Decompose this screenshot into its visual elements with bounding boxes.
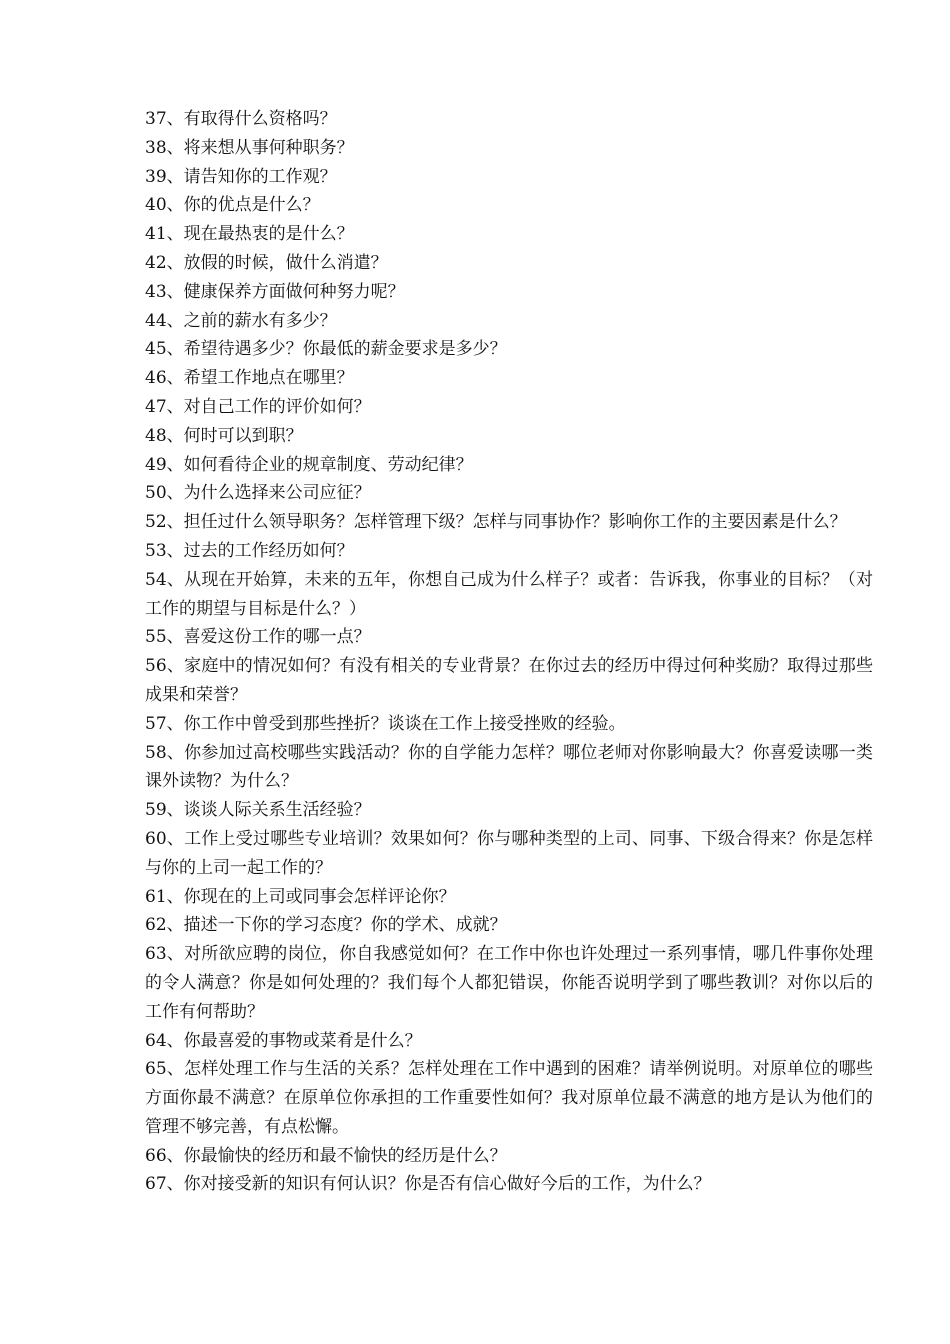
question-44: 44、之前的薪水有多少？ [145, 310, 337, 331]
question-55: 55、喜爱这份工作的哪一点？ [145, 627, 371, 648]
question-53: 53、过去的工作经历如何？ [145, 540, 354, 561]
question-56: 56、家庭中的情况如何？有没有相关的专业背景？在你过去的经历中得过何种奖励？取得过那些成果和荣誉？ [145, 656, 873, 705]
question-52: 52、担任过什么领导职务？怎样管理下级？怎样与同事协作？影响你工作的主要因素是什么？ [145, 512, 847, 533]
question-40: 40、你的优点是什么？ [145, 195, 320, 216]
question-54: 54、从现在开始算，未来的五年，你想自己成为什么样子？或者：告诉我，你事业的目标？（对工作的期望与目标是什么？） [145, 569, 873, 619]
question-66: 66、你最愉快的经历和最不愉快的经历是什么？ [145, 1145, 507, 1166]
question-61: 61、你现在的上司或同事会怎样评论你？ [145, 886, 456, 907]
question-49: 49、如何看待企业的规章制度、劳动纪律？ [145, 454, 473, 475]
question-57: 57、你工作中曾受到那些挫折？谈谈在工作上接受挫败的经验。 [145, 713, 626, 734]
question-42: 42、放假的时候，做什么消遣？ [145, 252, 388, 273]
question-62: 62、描述一下你的学习态度？你的学术、成就？ [145, 915, 507, 936]
question-46: 46、希望工作地点在哪里？ [145, 368, 354, 389]
question-45: 45、希望待遇多少？你最低的薪金要求是多少？ [145, 339, 507, 360]
question-list [145, 105, 873, 1199]
question-38: 38、将来想从事何种职务？ [145, 137, 354, 158]
question-50: 50、为什么选择来公司应征？ [145, 483, 371, 504]
question-67: 67、你对接受新的知识有何认识？你是否有信心做好今后的工作，为什么？ [145, 1174, 711, 1195]
question-39: 39、请告知你的工作观？ [145, 166, 337, 187]
question-65: 65、怎样处理工作与生活的关系？怎样处理在工作中遇到的困难？请举例说明。对原单位的哪些方面你最不满意？在原单位你承担的工作重要性如何？我对原单位最不满意的地方是认为他们的管理不够完善，有点松懈。 [145, 1059, 873, 1137]
question-60: 60、工作上受过哪些专业培训？效果如何？你与哪种类型的上司、同事、下级合得来？你是怎样与你的上司一起工作的？ [145, 828, 873, 878]
question-48: 48、何时可以到职？ [145, 425, 303, 446]
question-47: 47、对自己工作的评价如何？ [145, 396, 371, 417]
question-41: 41、现在最热衷的是什么？ [145, 224, 354, 245]
question-37: 37、有取得什么资格吗？ [145, 109, 337, 129]
question-43: 43、健康保养方面做何种努力呢？ [145, 281, 405, 302]
question-59: 59、谈谈人际关系生活经验？ [145, 800, 371, 821]
question-64: 64、你最喜爱的事物或菜肴是什么？ [145, 1030, 422, 1051]
question-63: 63、对所欲应聘的岗位，你自我感觉如何？在工作中你也许处理过一系列事情，哪几件事你处理的令人满意？你是如何处理的？我们每个人都犯错误，你能否说明学到了哪些教训？对你以后的工作有何帮助？ [145, 944, 873, 1022]
question-58: 58、你参加过高校哪些实践活动？你的自学能力怎样？哪位老师对你影响最大？你喜爱读哪一类课外读物？为什么？ [145, 742, 873, 792]
